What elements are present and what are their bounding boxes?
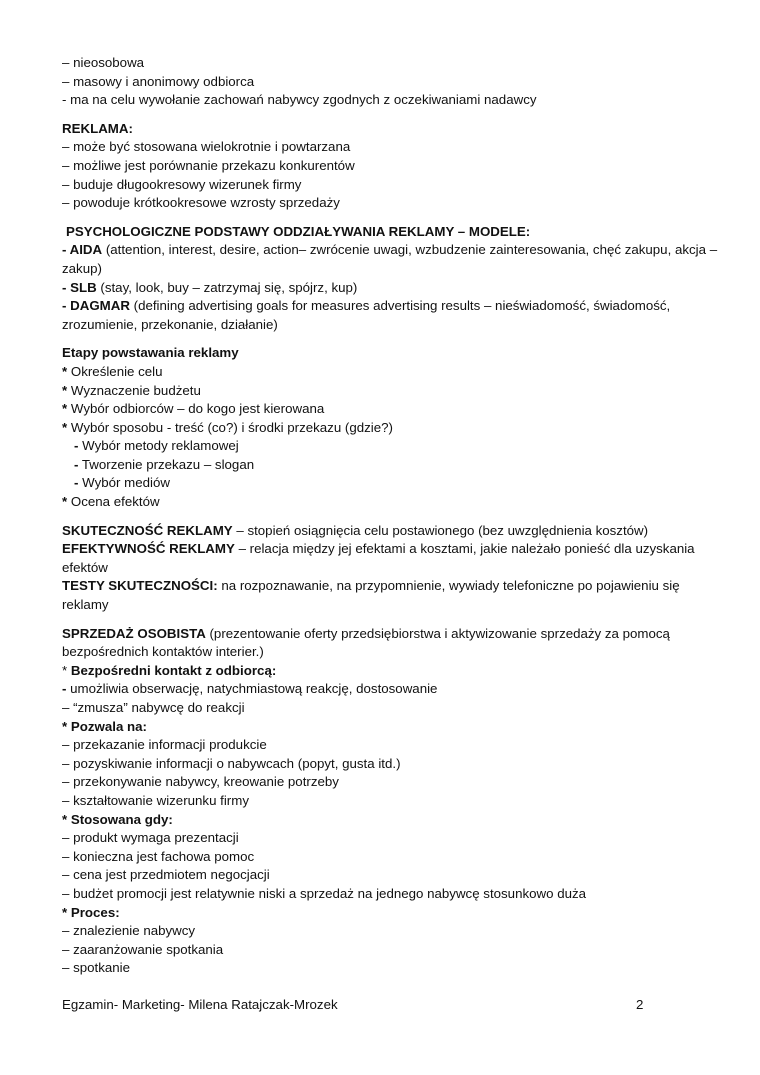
reklama-item: – możliwe jest porównanie przekazu konkurentów xyxy=(62,157,355,173)
slb-text: (stay, look, buy – zatrzymaj się, spójrz, kup) xyxy=(96,279,358,295)
dash-bullet: - xyxy=(74,456,79,472)
dagmar-text: (defining advertising goals for measures advertising results – nieświadomość, świadomość, zrozumienie, przekonanie, działanie) xyxy=(62,298,671,332)
dash-bullet: - xyxy=(62,681,67,697)
sprzedaz-section xyxy=(62,625,722,662)
testy-text: na rozpoznawanie, na przypomnienie, wywiady telefoniczne po pojawieniu się reklamy xyxy=(62,578,680,613)
etapy-item-text: Wyznaczenie budżetu xyxy=(67,382,201,398)
intro-line: – nieosobowa xyxy=(62,55,145,70)
def-skutecznosc xyxy=(62,522,722,541)
kontakt-label: Bezpośredni kontakt z odbiorcą: xyxy=(70,662,277,678)
etapy-sub-item xyxy=(62,437,722,456)
def-testy xyxy=(62,577,722,614)
page-footer: Egzamin- Marketing- Milena Ratajczak-Mrozek xyxy=(62,997,338,1012)
pozwala-label: * Pozwala na: xyxy=(62,718,147,734)
star-bullet: * xyxy=(62,382,68,398)
efektywnosc-label: EFEKTYWNOŚĆ REKLAMY xyxy=(62,541,235,557)
etapy-item xyxy=(62,382,722,401)
pozwala-heading xyxy=(62,718,722,737)
pozwala-item: – kształtowanie wizerunku firmy xyxy=(62,792,249,808)
slb-label: - SLB xyxy=(62,279,97,295)
proces-item: – znalezienie nabywcy xyxy=(62,923,196,939)
proces-heading xyxy=(62,904,722,923)
kontakt-item xyxy=(62,680,722,699)
skutecznosc-label: SKUTECZNOŚĆ REKLAMY xyxy=(62,522,233,538)
etapy-sub-item xyxy=(62,456,722,475)
dash-bullet: - xyxy=(74,475,79,491)
proces-label: * Proces: xyxy=(62,904,120,920)
reklama-heading: REKLAMA: xyxy=(62,120,133,136)
model-slb xyxy=(62,279,722,298)
skutecznosc-text: – stopień osiągnięcia celu postawionego (bez uwzględnienia kosztów) xyxy=(232,522,649,538)
stosowana-item: – budżet promocji jest relatywnie niski a sprzedaż na jednego nabywcę stosunkowo duża xyxy=(62,885,587,901)
etapy-item xyxy=(62,419,722,438)
model-dagmar xyxy=(62,297,722,334)
efektywnosc-text: – relacja między jej efektami a kosztami, jakie należało ponieść dla uzyskania efektów xyxy=(62,541,695,575)
proces-item: – spotkanie xyxy=(62,960,131,976)
stosowana-item: – cena jest przedmiotem negocjacji xyxy=(62,867,270,883)
reklama-section xyxy=(62,120,722,139)
etapy-heading: Etapy powstawania reklamy xyxy=(62,345,239,361)
testy-label: TESTY SKUTECZNOŚCI: xyxy=(62,578,218,594)
stosowana-heading xyxy=(62,811,722,830)
stosowana-label: * Stosowana gdy: xyxy=(62,811,173,827)
pozwala-item: – przekazanie informacji produkcie xyxy=(62,737,267,753)
sprzedaz-heading: SPRZEDAŻ OSOBISTA xyxy=(62,625,206,641)
etapy-item xyxy=(62,363,722,382)
etapy-item xyxy=(62,400,722,419)
model-aida xyxy=(62,241,722,278)
stosowana-item: – konieczna jest fachowa pomoc xyxy=(62,848,255,864)
kontakt-item: – “zmusza” nabywcę do reakcji xyxy=(62,700,245,715)
kontakt-heading xyxy=(62,662,722,681)
etapy-sub-item xyxy=(62,474,722,493)
intro-line: - ma na celu wywołanie zachowań nabywcy zgodnych z oczekiwaniami nadawcy xyxy=(62,92,537,108)
etapy-section xyxy=(62,344,722,363)
star-bullet: * xyxy=(62,363,68,379)
def-efektywnosc xyxy=(62,540,722,577)
etapy-item-text: Określenie celu xyxy=(67,363,163,379)
etapy-sub-item-text: Tworzenie przekazu – slogan xyxy=(78,456,255,472)
star-bullet: * xyxy=(62,662,71,678)
etapy-item-text: Ocena efektów xyxy=(67,494,160,510)
aida-text: (attention, interest, desire, action– zwrócenie uwagi, wzbudzenie zainteresowania, chęć zakupu, akcja – zakup) xyxy=(62,242,718,276)
reklama-item: – powoduje krótkookresowe wzrosty sprzedaży xyxy=(62,195,340,211)
proces-item: – zaaranżowanie spotkania xyxy=(62,941,224,957)
models-heading: PSYCHOLOGICZNE PODSTAWY ODDZIAŁYWANIA REKLAMY – MODELE: xyxy=(66,223,531,239)
etapy-sub-item-text: Wybór mediów xyxy=(78,475,170,491)
etapy-item-text: Wybór odbiorców – do kogo jest kierowana xyxy=(67,401,325,417)
aida-label: - AIDA xyxy=(62,242,103,258)
pozwala-item: – przekonywanie nabywcy, kreowanie potrzeby xyxy=(62,774,339,790)
pozwala-item: – pozyskiwanie informacji o nabywcach (popyt, gusta itd.) xyxy=(62,755,401,771)
etapy-item xyxy=(62,493,722,512)
sprzedaz-heading-text: (prezentowanie oferty przedsiębiorstwa i aktywizowanie sprzedaży za pomocą bezpośrednich kontaktów interier.) xyxy=(62,625,670,660)
kontakt-item-text: umożliwia obserwację, natychmiastową reakcję, dostosowanie xyxy=(66,681,438,697)
document-body xyxy=(62,54,722,978)
stosowana-item: – produkt wymaga prezentacji xyxy=(62,830,239,846)
page-number: 2 xyxy=(636,997,644,1012)
reklama-item: – może być stosowana wielokrotnie i powtarzana xyxy=(62,139,351,155)
reklama-item: – buduje długookresowy wizerunek firmy xyxy=(62,176,302,192)
dash-bullet: - xyxy=(74,438,79,454)
models-section xyxy=(62,223,722,242)
etapy-item-text: Wybór sposobu - treść (co?) i środki przekazu (gdzie?) xyxy=(67,419,393,435)
star-bullet: * xyxy=(62,419,68,435)
etapy-sub-item-text: Wybór metody reklamowej xyxy=(78,438,239,454)
dagmar-label: - DAGMAR xyxy=(62,298,130,314)
star-bullet: * xyxy=(62,401,68,417)
intro-line: – masowy i anonimowy odbiorca xyxy=(62,73,255,89)
star-bullet: * xyxy=(62,494,68,510)
